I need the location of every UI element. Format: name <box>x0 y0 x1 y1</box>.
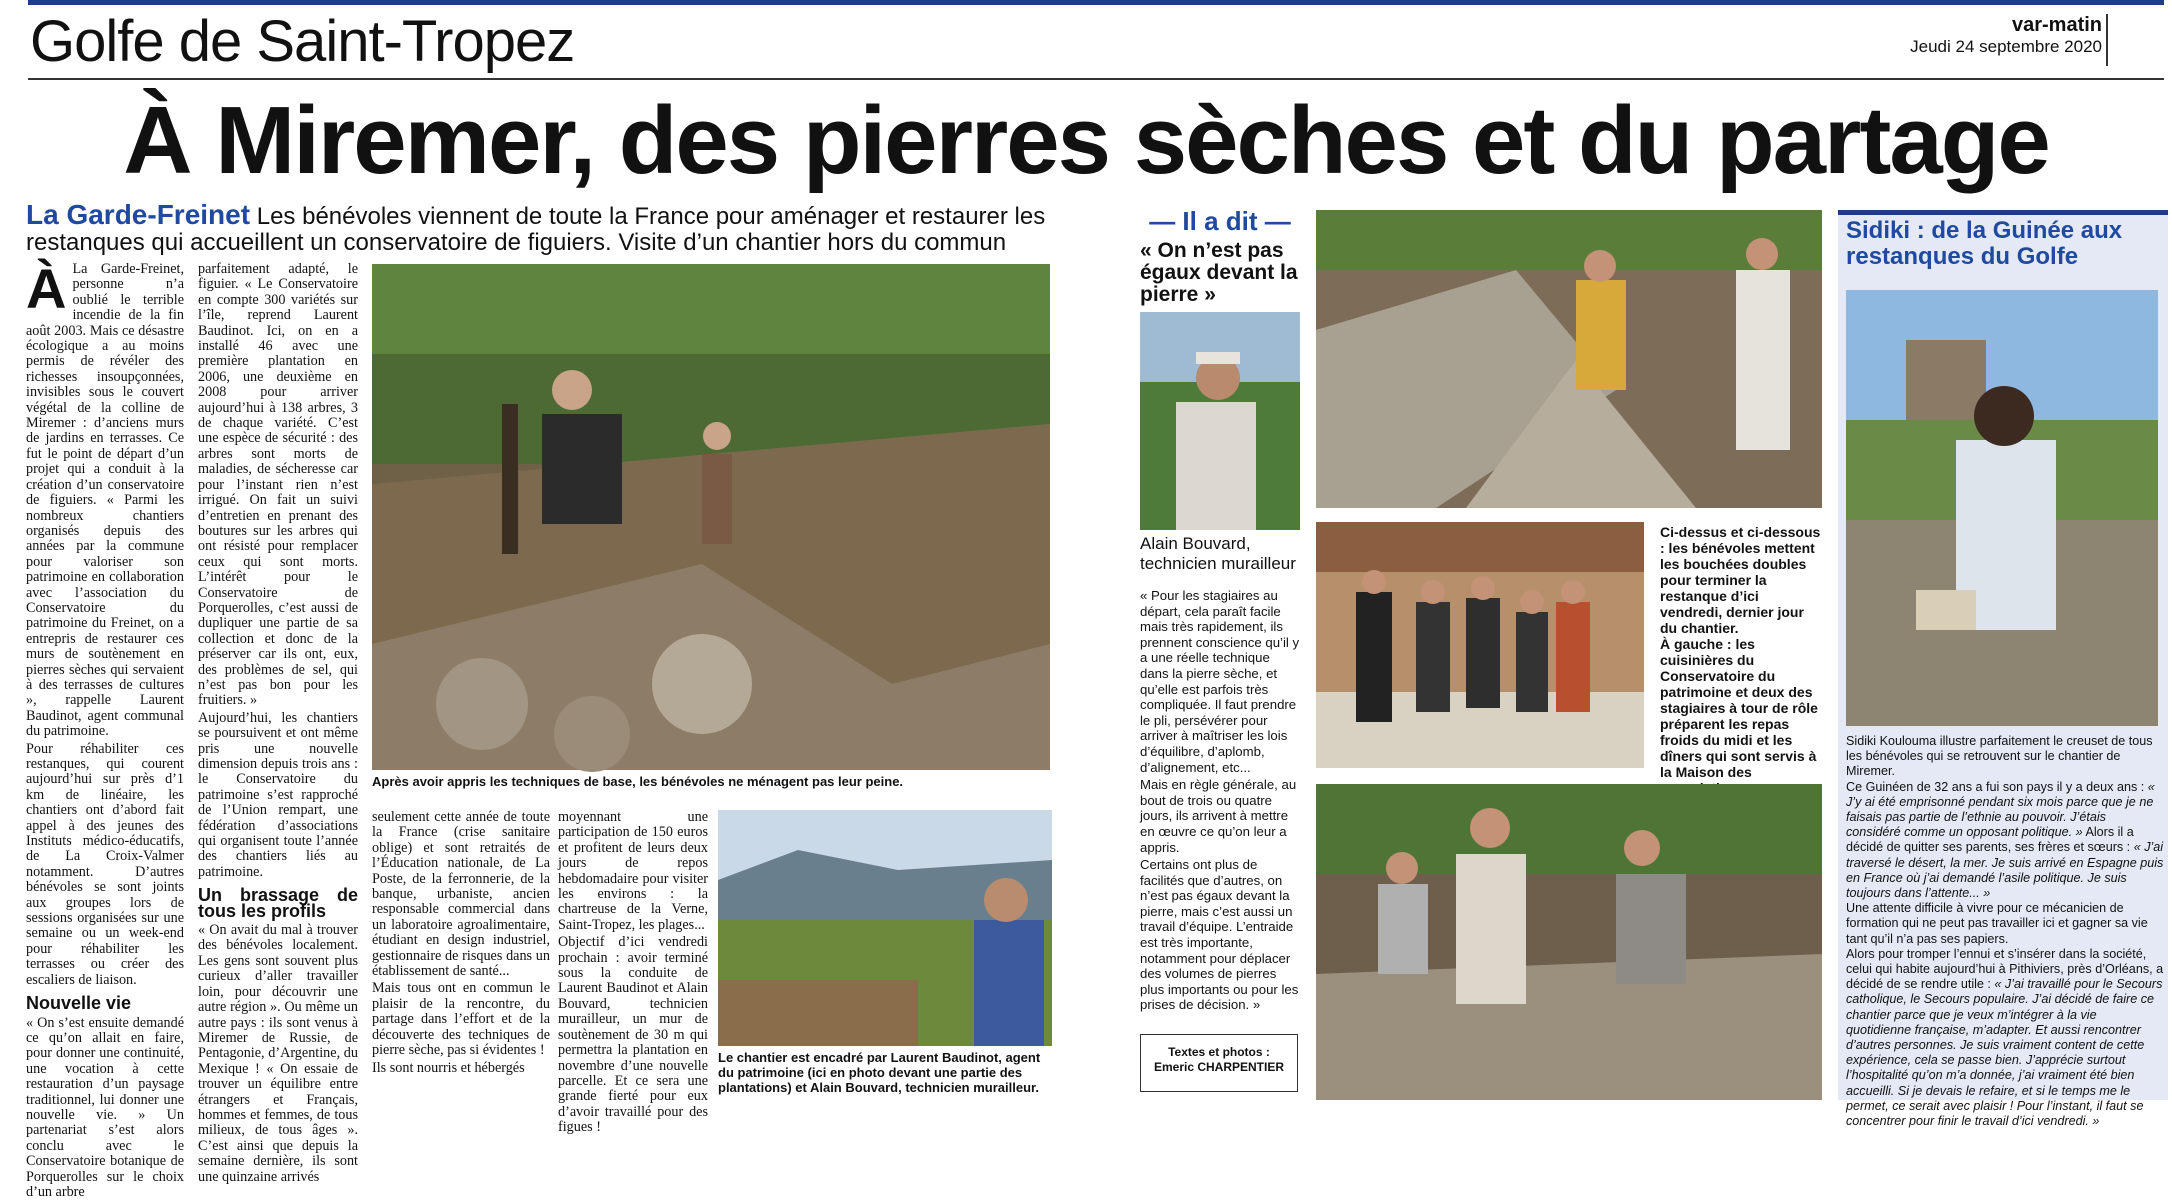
col1-paragraph-2: Pour réhabiliter ces restanques, qui courent aujourd’hui sur près d’1 km de linéaire, les chantiers ont d’abord fait appel à des jeunes des Instituts médico-éducatifs, de La Croix-Valmer notamment. D’autres bénévoles se sont joints aux groupes lors de sessions organisées sur une semaine ou un week-end pour réhabiliter les terrasses ou créer des escaliers de liaison. <box>26 742 184 989</box>
col3-paragraph-2: Mais tous ont en commun le plaisir de la rencontre, du partage dans l’effort et de la découverte des techniques de pierre sèche, pas si évidentes ! <box>372 981 550 1058</box>
quote-paragraph-3: Certains ont plus de facilités que d’autres, on n’est pas égaux devant la pierre, mais c’est aussi un travail d’équipe. L’entraide est très importante, notamment pour déplacer des volumes de pierres plus importants ou pour les prises de décision. » <box>1140 857 1300 1013</box>
chapo <box>26 202 1066 256</box>
photo-wall-workers-top <box>1316 210 1822 508</box>
subheading-brassage: Un brassage de tous les profils <box>198 888 358 919</box>
chapo-text: Les bénévoles viennent de toute la France pour aménager et restaurer les restanques qui accueillent un conservatoire de figuiers. Visite d’un chantier hors du commun <box>26 203 1045 256</box>
article-column-4 <box>558 810 708 1102</box>
quote-paragraph-2: Mais en règle générale, au bout de trois ou quatre jours, ils arrivent à mettre en œuvre ce qu’on leur a appris. <box>1140 777 1300 855</box>
issue-date: Jeudi 24 septembre 2020 <box>1910 37 2102 57</box>
col3-paragraph-3: Ils sont nourris et hébergés <box>372 1061 550 1076</box>
credits-box <box>1140 1034 1298 1092</box>
article-column-2 <box>198 262 358 1102</box>
col1-paragraph-1: La Garde-Freinet, personne n’a oublié le terrible incendie de la fin août 2003. Mais ce désastre écologique a au moins permis de révéler des richesses insoupçonnées, invisibles sous le couvert végétal de la colline de Miremer : d’anciens murs de jardins en terrasses. Ce fut le point de départ d’un projet qui a conduit à la création d’un conservatoire de figuiers. « Parmi les nombreux chantiers organisés depuis des années par la commune pour valoriser son patrimoine en collaboration avec l’association du Conservatoire du patrimoine du Freinet, on a entrepris de restaurer ces murs de soutènement en pierres sèches qui servaient à des terrasses de cultures », rappelle Laurent Baudinot, agent communal du patrimoine. <box>26 262 184 740</box>
section-title: Golfe de Saint-Tropez <box>30 8 574 75</box>
sidebar-paragraph-4 <box>1846 947 2164 1129</box>
sidebar-p4-intro: Alors pour tromper l’ennui et s’insérer dans la société, celui qui habite aujourd’hui à Pithiviers, près d’Orléans, a décidé de se rendre utile : <box>1846 947 2163 991</box>
sidebar-p4-quote: « J’ai travaillé pour le Secours catholique, le Secours populaire. J’ai décidé de faire ce chantier parce que je veux m’intégrer à la vie quotidienne française, m’adapter. Et aussi rencontrer d’autres personnes. Je suis vraiment content de cette expérience, cela se passe bien. J’apprécie surtout l’hospitalité qu’on m’a donnée, j’ai vraiment été bien accueilli. Si je devais le refaire, et si le temps me le permet, ce serait avec plaisir ! Pour l’instant, il faut se concentrer pour finir le travail d’ici vendredi. » <box>1846 977 2162 1128</box>
paper-name: var-matin <box>1910 14 2102 37</box>
caption-baudinot: Le chantier est encadré par Laurent Baudinot, agent du patrimoine (ici en photo devant une partie des plantations) et Alain Bouvard, technicien murailleur. <box>718 1050 1054 1095</box>
sidebar-p2-quote-2: « J’ai traversé le désert, la mer. Je suis arrivé en Espagne puis en France où j’ai demandé l’asile politique. Je suis toujours dans l’attente... » <box>1846 840 2163 900</box>
dropcap: À <box>26 266 66 312</box>
quote-speaker: Alain Bouvard, technicien murailleur <box>1140 534 1310 574</box>
quote-box-title: — Il a dit — <box>1140 206 1300 237</box>
photo-wall-workers-bottom <box>1316 784 1822 1100</box>
sidebar-p2-middle: Alors il a décidé de quitter ses parents, ses frères et sœurs : <box>1846 825 2134 854</box>
header-rule <box>28 78 2164 80</box>
caption-workers: Ci-dessus et ci-dessous : les bénévoles mettent les bouchées doubles pour terminer la restanque d’ici vendredi, dernier jour du chantier. <box>1660 524 1822 636</box>
credits-label: Textes et photos : <box>1141 1045 1297 1060</box>
masthead-info <box>1910 14 2102 57</box>
col2-paragraph-2: Aujourd’hui, les chantiers se poursuivent et ont même pris une nouvelle dimension depuis trois ans : le Conservatoire du patrimoine s’est rapproché de l’Union rempart, une fédération d’associations qui organisent toute l’année des chantiers liés au patrimoine. <box>198 711 358 880</box>
photo-sidiki <box>1846 290 2158 726</box>
photo-kitchen-team <box>1316 522 1644 768</box>
sidebar-paragraph-2 <box>1846 780 2164 902</box>
sidebar-text <box>1846 734 2164 1129</box>
headline: À Miremer, des pierres sèches et du partage <box>0 82 2172 200</box>
sidebar-paragraph-3: Une attente difficile à vivre pour ce mécanicien de formation qui ne peut pas travailler ici et gagner sa vie tant qu’il n’a pas ses papiers. <box>1846 901 2164 947</box>
article-column-1 <box>26 262 184 1102</box>
sidebar-p2-quote: « J’y ai été emprisonné pendant six mois parce que je ne faisais pas partie de l’ethnie au pouvoir. J’étais considéré comme un opposant politique. » <box>1846 780 2155 840</box>
credits-author: Emeric CHARPENTIER <box>1141 1060 1297 1075</box>
col1-paragraph-3: « On s’est ensuite demandé ce qu’on allait en faire, pour donner une continuité, une vocation à cette restauration d’un paysage traditionnel, lui donner une nouvelle vie. » Un partenariat s’est alors conclu avec le Conservatoire botanique de Porquerolles sur le choix d’un arbre <box>26 1016 184 1200</box>
col2-paragraph-3: « On avait du mal à trouver des bénévoles localement. Les gens sont souvent plus curieux d’aller travailler loin, pour découvrir une autre région ». Ou même un autre pays : ils sont venus à Miremer de Russie, de Pentagonie, d’Argentine, du Mexique ! « On essaie de trouver un équilibre entre étrangers et Français, hommes et femmes, de tous milieux, de tous âges ». C’est ainsi que depuis la semaine dernière, ils sont une quinzaine arrivés <box>198 923 358 1185</box>
sidebar-p2-intro: Ce Guinéen de 32 ans a fui son pays il y a deux ans : <box>1846 780 2148 794</box>
caption-kitchen: À gauche : les cuisinières du Conservatoire du patrimoine et deux des stagiaires à tour de rôle préparent les repas froids du midi et les dîners qui sont servis à la Maison des <box>1660 636 1822 796</box>
subheading-nouvelle-vie: Nouvelle vie <box>26 996 184 1011</box>
photo-laurent-baudinot <box>718 810 1052 1046</box>
col2-paragraph-1: parfaitement adapté, le figuier. « Le Conservatoire en compte 300 variétés sur l’île, reprend Laurent Baudinot. Ici, on en a installé 46 avec une première plantation en 2006, une deuxième en 2008 pour arriver aujourd’hui à 138 arbres, 3 de chaque variété. C’est une espèce de sécurité : des arbres sont morts de maladies, de sécheresse car pour l’instant rien n’est irrigué. On fait un suivi d’entretien en prenant des boutures sur les arbres qui ont résisté pour remplacer ceux qui sont morts. L’intérêt pour le Conservatoire de Porquerolles, c’est aussi de dupliquer une partie de sa collection et donc de la préserver car ils ont, eux, des problèmes de sel, qui n’est pas bon pour les fruitiers. » <box>198 262 358 709</box>
sidebar-accent <box>1838 210 2168 215</box>
col3-paragraph-1: seulement cette année de toute la France (crise sanitaire oblige) et sont retraités de l’Éducation nationale, de La Poste, de la ferronnerie, de la banque, urbaniste, ancien responsable commercial dans un laboratoire agroalimentaire, étudiant en design industriel, gestionnaire de risques dans un établissement de santé... <box>372 810 550 979</box>
sidebar-title: Sidiki : de la Guinée aux restanques du Golfe <box>1846 218 2166 270</box>
main-photo-volunteers <box>372 264 1050 770</box>
top-accent-bar <box>28 0 2164 5</box>
article-column-3 <box>372 810 550 1102</box>
col4-paragraph-2: Objectif d’ici vendredi prochain : avoir terminé sous la conduite de Laurent Baudinot et Alain Bouvard, technicien murailleur, un mur de soutènement de 30 m qui permettra la plantation en novembre d’une nouvelle parcelle. Et ce sera une grande fierté pour eux d’avoir travaillé pour des figues ! <box>558 935 708 1135</box>
caption-main-photo: Après avoir appris les techniques de base, les bénévoles ne ménagent pas leur peine. <box>372 774 1052 789</box>
photo-alain-bouvard <box>1140 312 1300 530</box>
col4-paragraph-1: moyennant une participation de 150 euros et profitent de leurs deux jours de repos hebdomadaire pour visiter les environs : la chartreuse de la Verne, Saint-Tropez, les plages... <box>558 810 708 933</box>
quote-text <box>1140 588 1300 1013</box>
quote-headline: « On n’est pas égaux devant la pierre » <box>1140 240 1310 306</box>
sidebar-paragraph-1: Sidiki Koulouma illustre parfaitement le creuset de tous les bénévoles qui se retrouvent sur le chantier de Miremer. <box>1846 734 2164 780</box>
quote-paragraph-1: « Pour les stagiaires au départ, cela paraît facile mais très rapidement, ils prennent conscience qu’il y a une réelle technique dans la pierre sèche, et qu’elle est parfois très compliquée. Il faut prendre le pli, persévérer pour arriver à maîtriser les lois d’équilibre, d’aplomb, d’alignement, etc... <box>1140 588 1300 775</box>
chapo-place: La Garde-Freinet <box>26 199 250 230</box>
masthead-divider <box>2106 14 2108 66</box>
